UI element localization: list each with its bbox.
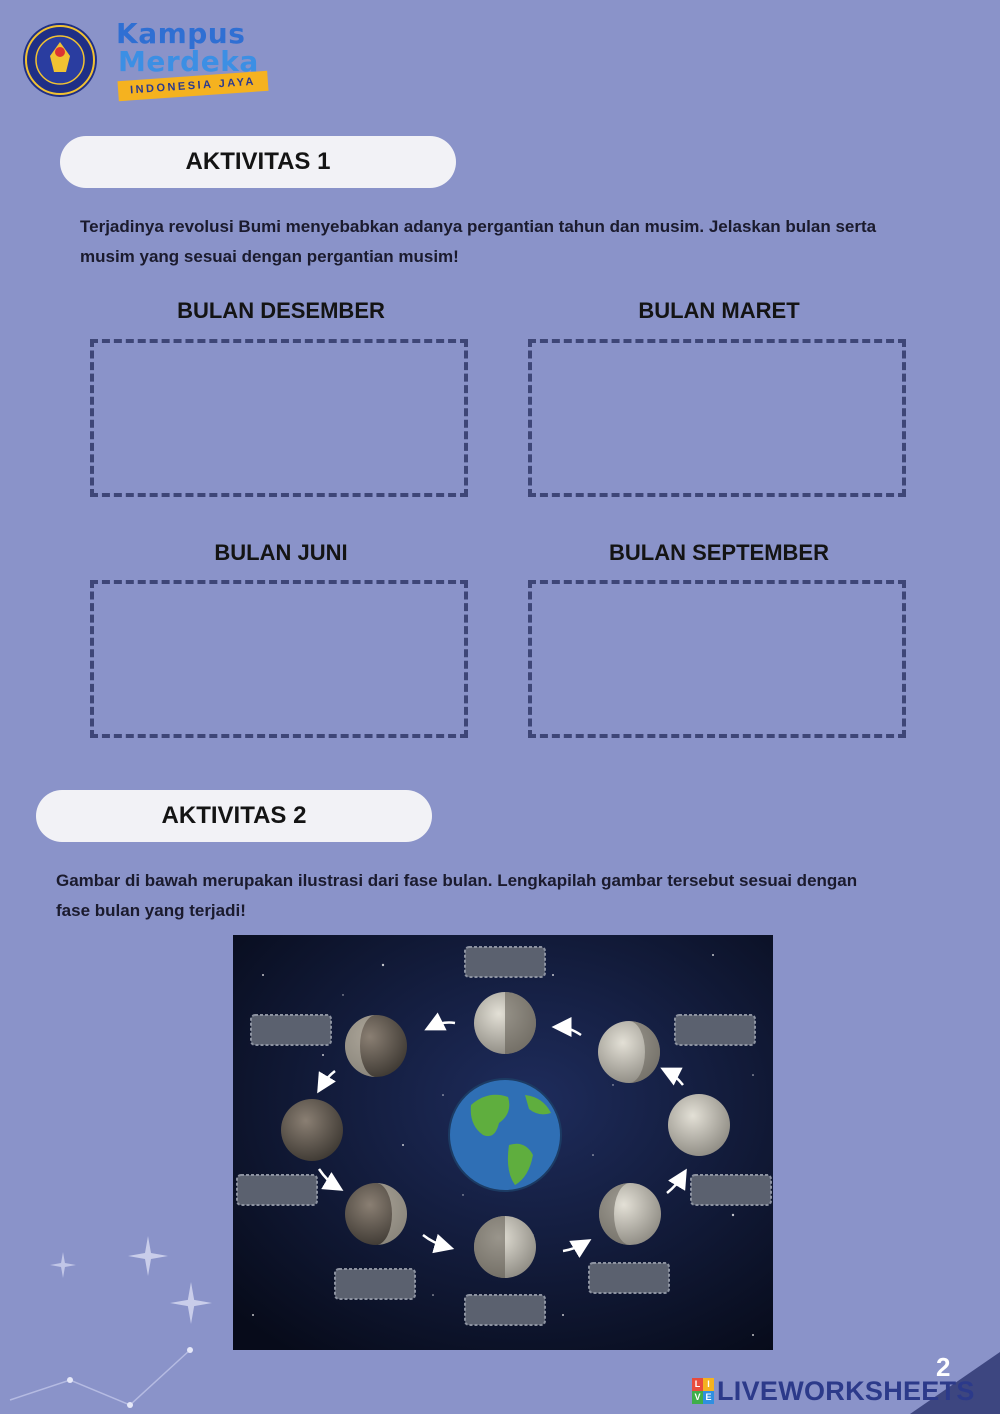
university-seal-logo — [22, 22, 98, 98]
box-title-desember: BULAN DESEMBER — [177, 298, 385, 323]
moon-phase-illustration — [233, 935, 773, 1350]
box-title-juni: BULAN JUNI — [214, 540, 348, 565]
answer-slot-bottom-left[interactable] — [335, 1269, 415, 1299]
moon-top-icon — [474, 992, 536, 1054]
lw-icon-letter: E — [703, 1391, 714, 1404]
answer-slot-right[interactable] — [691, 1175, 771, 1205]
constellation-lines — [0, 1290, 240, 1414]
moon-right-icon — [668, 1094, 730, 1156]
answer-slot-bottom-right[interactable] — [589, 1263, 669, 1293]
answer-slot-left[interactable] — [237, 1175, 317, 1205]
box-title-september: BULAN SEPTEMBER — [608, 540, 829, 565]
answer-slot-top-left[interactable] — [251, 1015, 331, 1045]
activity-2-instruction: Gambar di bawah merupakan ilustrasi dari fase bulan. Lengkapilah gambar tersebut sesuai dengan fase bulan yang terjadi! — [56, 871, 858, 920]
activity-1-title — [60, 136, 456, 188]
answer-box-desember[interactable] — [90, 339, 468, 497]
kampus-merdeka-logo — [116, 17, 276, 100]
lw-icon-letter: I — [703, 1378, 714, 1391]
activity-1-instruction: Terjadinya revolusi Bumi menyebabkan adanya pergantian tahun dan musim. Jelaskan bulan serta musim yang sesuai dengan pergantian musim! — [80, 217, 877, 266]
answer-box-juni[interactable] — [90, 580, 468, 738]
moon-top-left-icon — [345, 1015, 407, 1077]
brand-tagline: INDONESIA JAYA — [117, 71, 268, 101]
sparkle-icon — [50, 1252, 76, 1278]
moon-left-icon — [281, 1099, 343, 1161]
answer-box-maret[interactable] — [528, 339, 906, 497]
brand-line-1: Kampus — [116, 17, 246, 50]
box-title-maret: BULAN MARET — [638, 298, 800, 323]
moon-bottom-left-icon — [345, 1183, 407, 1245]
sparkle-icon — [128, 1236, 168, 1276]
moon-top-right-icon — [598, 1021, 660, 1083]
answer-slot-bottom[interactable] — [465, 1295, 545, 1325]
answer-slot-top[interactable] — [465, 947, 545, 977]
liveworksheets-watermark — [692, 1376, 975, 1406]
brand-line-2: Merdeka — [118, 45, 259, 78]
activity-2-title-text: AKTIVITAS 2 — [161, 802, 307, 829]
liveworksheets-text: LIVEWORKSHEETS — [717, 1375, 975, 1406]
activity-2-title — [36, 790, 432, 842]
answer-box-september[interactable] — [528, 580, 906, 738]
moon-bottom-right-icon — [599, 1183, 661, 1245]
earth-icon — [449, 1079, 561, 1191]
moon-phase-diagram — [233, 935, 773, 1350]
lw-icon-letter: L — [692, 1378, 703, 1391]
activity-1-title-text: AKTIVITAS 1 — [185, 148, 331, 175]
page-number: 2 — [936, 1352, 951, 1382]
answer-slot-top-right[interactable] — [675, 1015, 755, 1045]
liveworksheets-icon — [692, 1378, 714, 1404]
lw-icon-letter: V — [692, 1391, 703, 1404]
moon-bottom-icon — [474, 1216, 536, 1278]
